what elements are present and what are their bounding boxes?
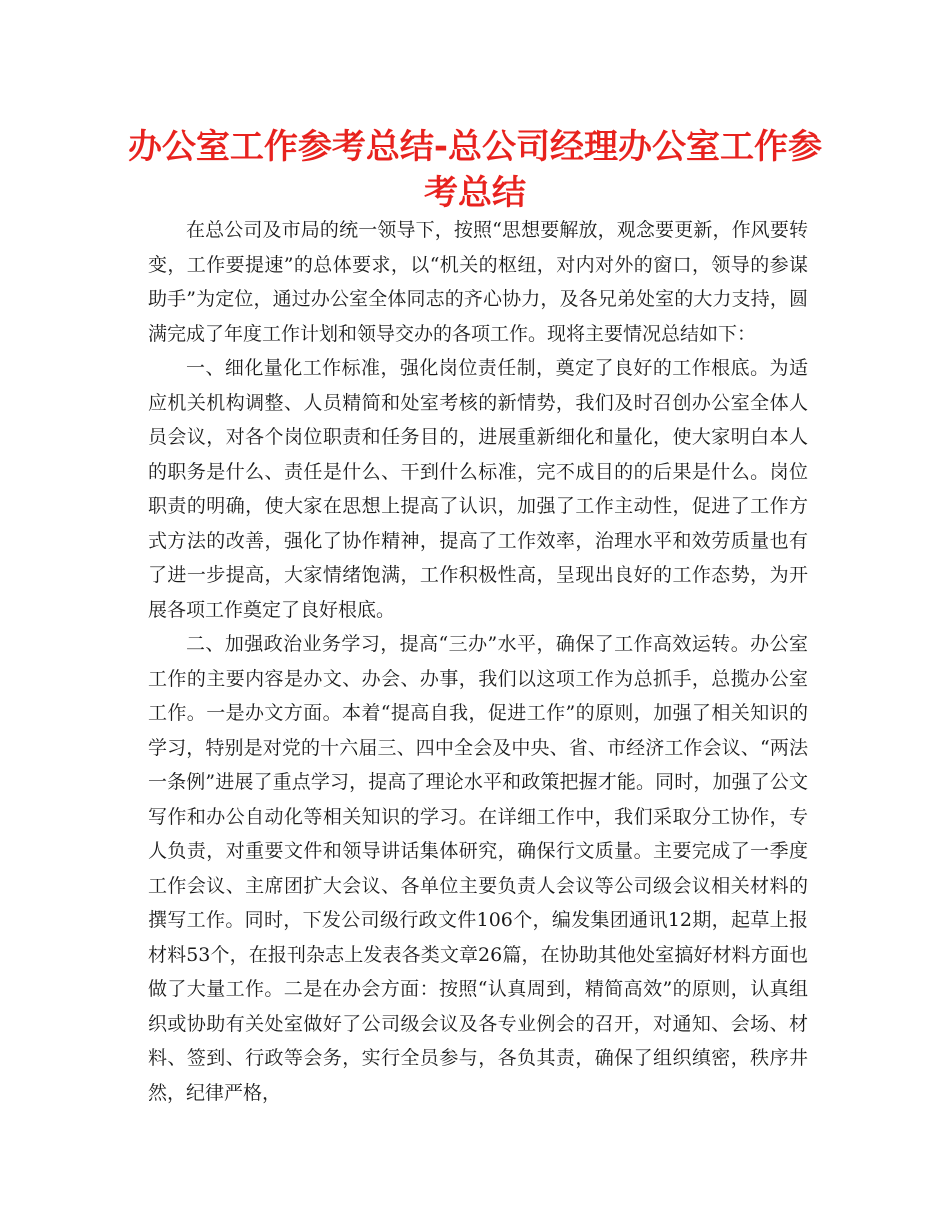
document-title: 办公室工作参考总结-总公司经理办公室工作参考总结 bbox=[127, 127, 823, 213]
section-two-paragraph: 二、加强政治业务学习，提高“三办”水平，确保了工作高效运转。办公室工作的主要内容是办文、办会、办事，我们以这项工作为总抓手，总揽办公室工作。一是办文方面。本着“提高自我，促进工作”的原则，加强了相关知识的学习，特别是对党的十六届三、四中全会及中央、省、市经济工作会议、“两法一条例”进展了重点学习，提高了理论水平和政策把握才能。同时，加强了公文写作和办公自动化等相关知识的学习。在详细工作中，我们采取分工协作，专人负责，对重要文件和领导讲话集体研究，确保行文质量。主要完成了一季度工作会议、主席团扩大会议、各单位主要负责人会议等公司级会议相关材料的撰写工作。同时，下发公司级行政文件106个，编发集团通讯12期，起草上报材料53个，在报刊杂志上发表各类文章26篇，在协助其他处室搞好材料方面也做了大量工作。二是在办会方面：按照“认真周到，精简高效”的原则，认真组织或协助有关处室做好了公司级会议及各专业例会的召开，对通知、会场、材料、签到、行政等会务，实行全员参与，各负其责，确保了组织缜密，秩序井然，纪律严格， bbox=[148, 633, 808, 1104]
intro-paragraph: 在总公司及市局的统一领导下，按照“思想要解放，观念要更新，作风要转变，工作要提速”的总体要求，以“机关的枢纽，对内对外的窗口，领导的参谋助手”为定位，通过办公室全体同志的齐心协力，及各兄弟处室的大力支持，圆满完成了年度工作计划和领导交办的各项工作。现将主要情况总结如下： bbox=[148, 219, 808, 345]
document-body bbox=[148, 213, 808, 1110]
section-one-paragraph: 一、细化量化工作标准，强化岗位责任制，奠定了良好的工作根底。为适应机关机构调整、人员精简和处室考核的新情势，我们及时召创办公室全体人员会议，对各个岗位职责和任务目的，进展重新细化和量化，使大家明白本人的职务是什么、责任是什么、干到什么标准，完不成目的的后果是什么。岗位职责的明确，使大家在思想上提高了认识，加强了工作主动性，促进了工作方式方法的改善，强化了协作精神，提高了工作效率，治理水平和效劳质量也有了进一步提高，大家情绪饱满，工作积极性高，呈现出良好的工作态势，为开展各项工作奠定了良好根底。 bbox=[148, 357, 808, 621]
